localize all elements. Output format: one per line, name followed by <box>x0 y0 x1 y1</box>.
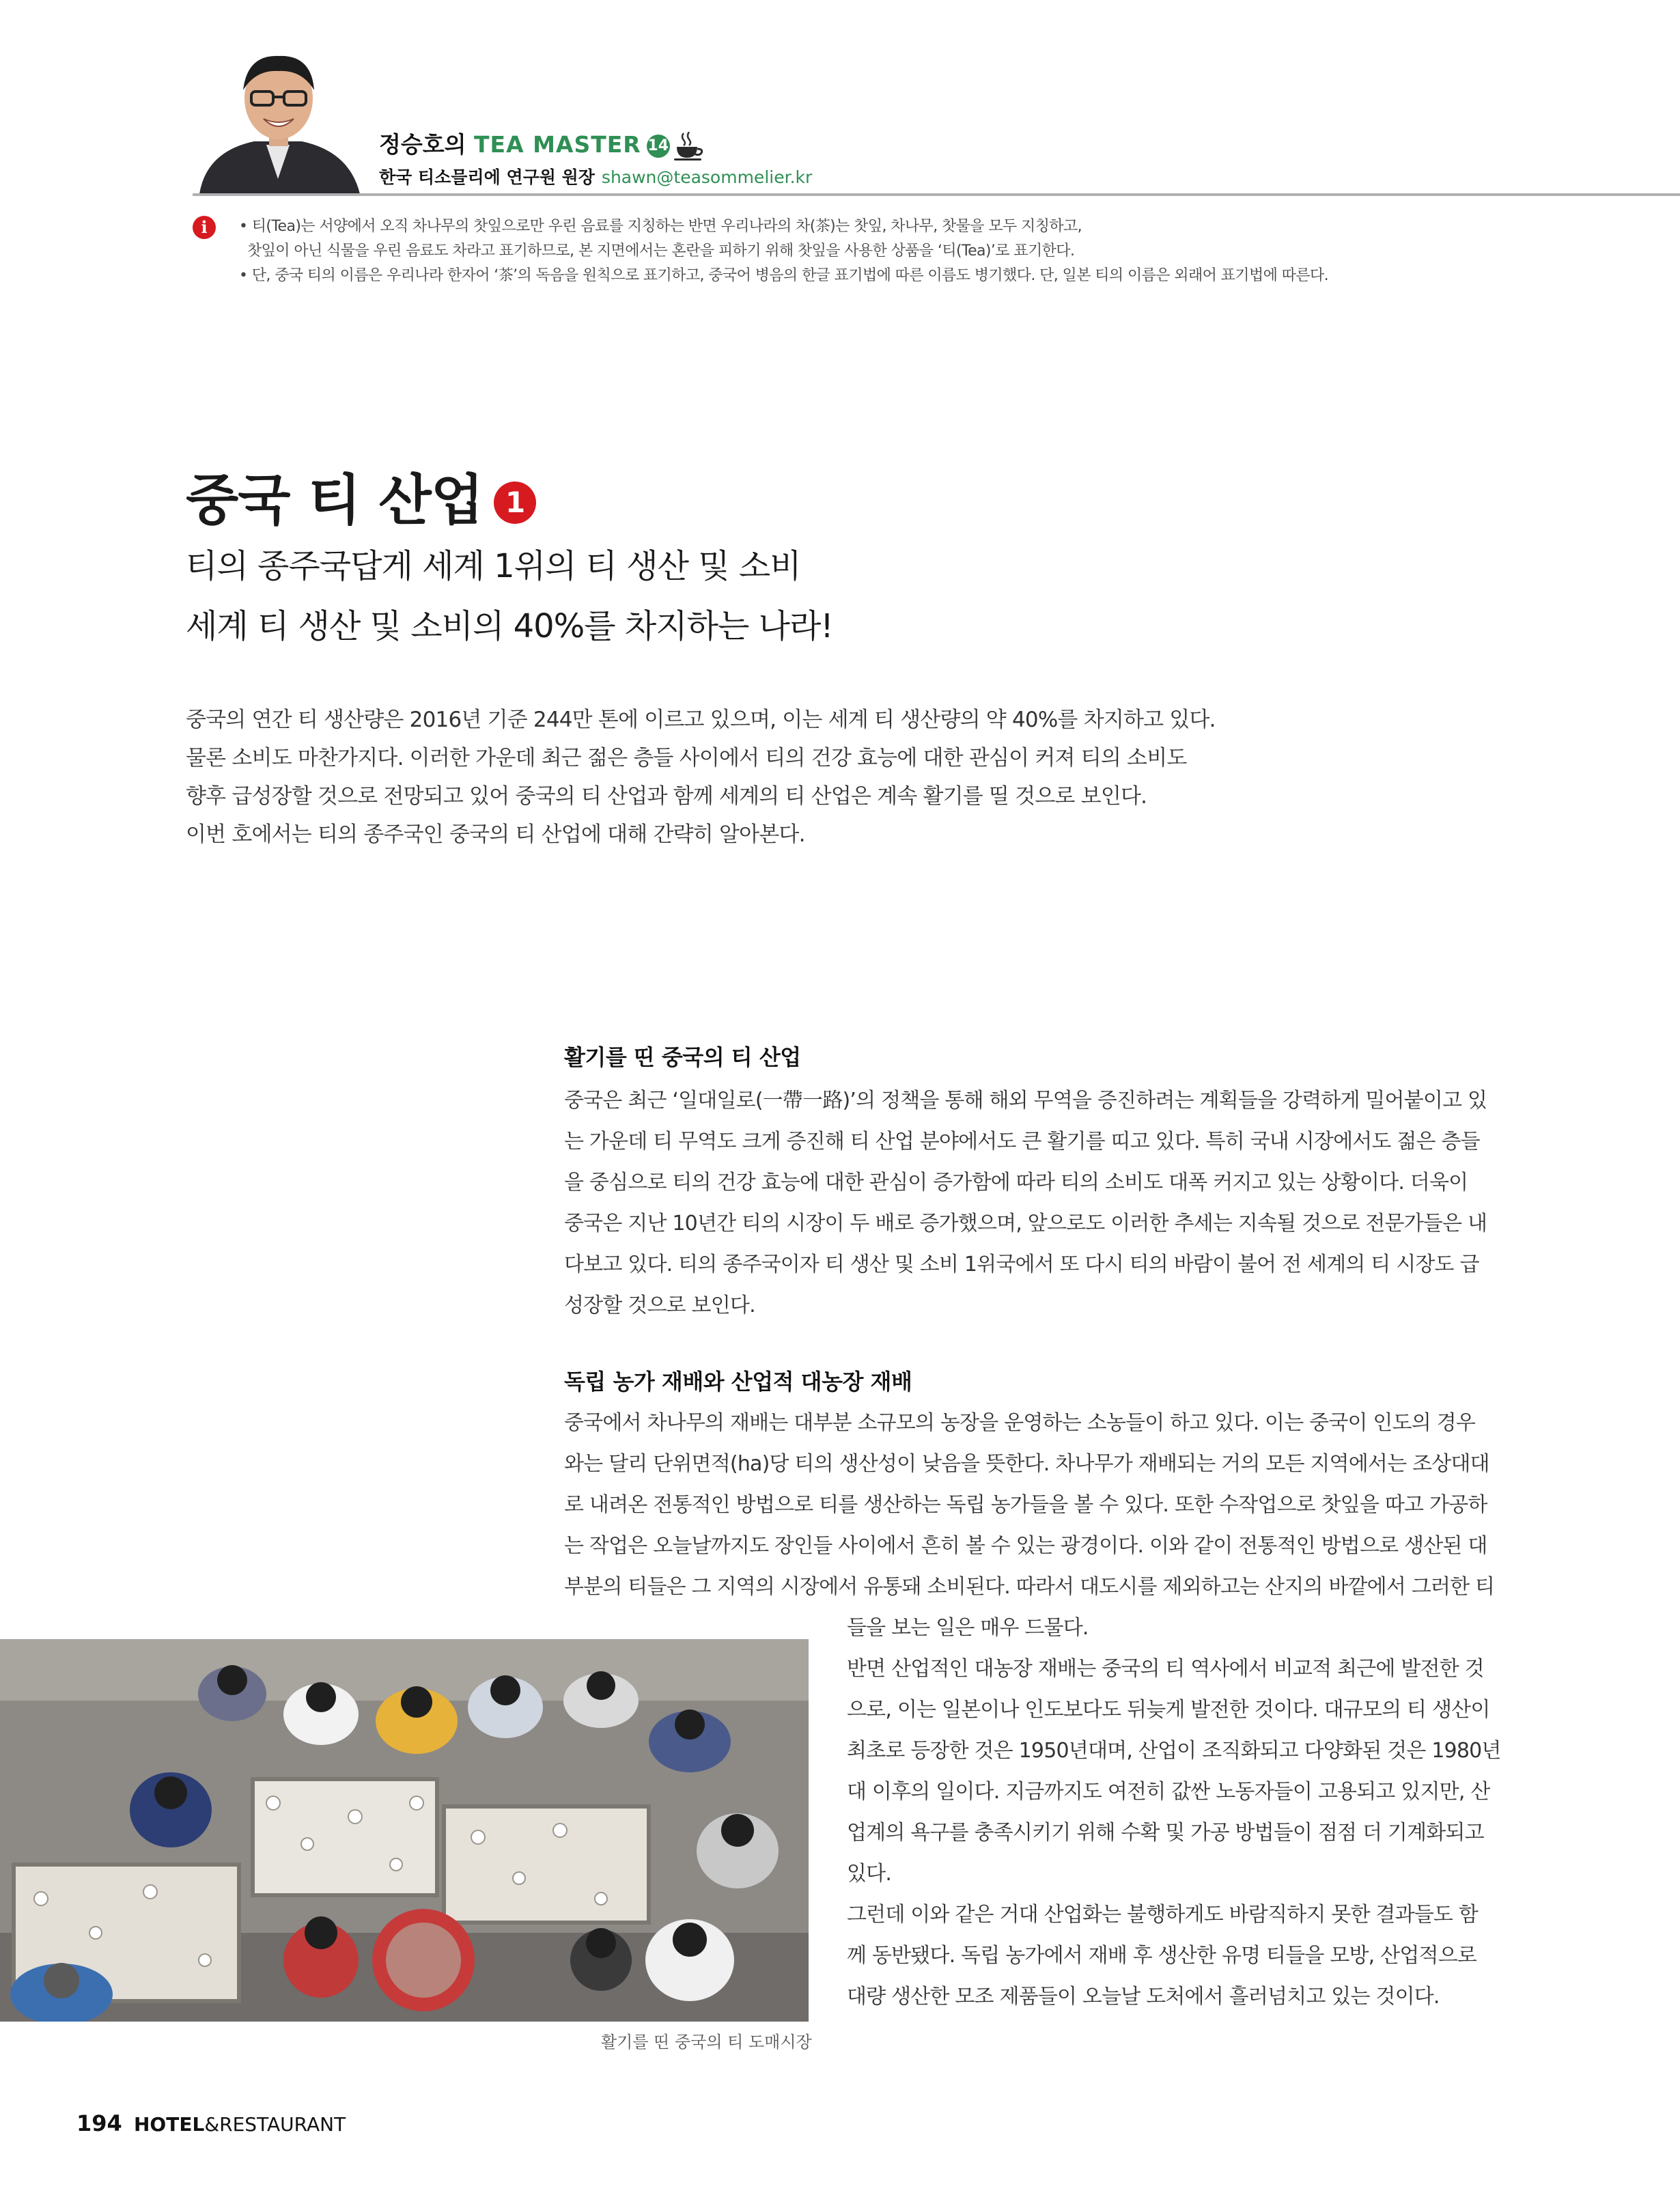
body-line: 최초로 등장한 것은 1950년대며, 산업이 조직화되고 다양화된 것은 1980년 <box>847 1739 1501 1763</box>
article-title <box>186 456 536 535</box>
body-line: 성장할 것으로 보인다. <box>564 1294 755 1317</box>
intro-line: 중국의 연간 티 생산량은 2016년 기준 244만 톤에 이르고 있으며, 이는 세계 티 생산량의 약 40%를 차지하고 있다. <box>186 708 1216 732</box>
column-series-title <box>379 127 704 160</box>
body-line: 는 가운데 티 무역도 크게 증진해 티 산업 분야에서도 큰 활기를 띠고 있다. 특히 국내 시장에서도 젊은 층들 <box>564 1130 1480 1154</box>
body-line: 중국에서 차나무의 재배는 대부분 소규모의 농장을 운영하는 소농들이 하고 있다. 이는 중국이 인도의 경우 <box>564 1411 1476 1435</box>
magazine-name-bold: HOTEL <box>134 2113 205 2136</box>
tea-market-photo <box>0 1639 809 2022</box>
body-line: 반면 산업적인 대농장 재배는 중국의 티 역사에서 비교적 최근에 발전한 것 <box>847 1657 1484 1681</box>
body-line: 들을 보는 일은 매우 드물다. <box>847 1616 1089 1640</box>
series-number-badge: 14 <box>647 135 670 158</box>
article-subtitle: 티의 종주국답게 세계 1위의 티 생산 및 소비 <box>186 547 801 585</box>
author-portrait <box>193 42 363 194</box>
body-line: 중국은 지난 10년간 티의 시장이 두 배로 증가했으며, 앞으로도 이러한 추세는 지속될 것으로 전문가들은 내 <box>564 1212 1487 1235</box>
intro-line: 이번 호에서는 티의 종주국인 중국의 티 산업에 대해 간략히 알아본다. <box>186 822 805 847</box>
body-line: 께 동반됐다. 독립 농가에서 재배 후 생산한 유명 티들을 모방, 산업적으로 <box>847 1944 1477 1968</box>
title-number-badge: 1 <box>494 481 536 524</box>
author-role: 한국 티소믈리에 연구원 원장 <box>379 167 595 187</box>
body-line: 대 이후의 일이다. 지금까지도 여전히 값싼 노동자들이 고용되고 있지만, 산 <box>847 1780 1490 1804</box>
body-line: 있다. <box>847 1862 892 1886</box>
body-line: 와는 달리 단위면적(ha)당 티의 생산성이 낮음을 뜻한다. 차나무가 재배되는 거의 모든 지역에서는 조상대대 <box>564 1452 1489 1476</box>
body-line: 업계의 욕구를 충족시키기 위해 수확 및 가공 방법들이 점점 더 기계화되고 <box>847 1821 1484 1845</box>
body-line: 대량 생산한 모조 제품들이 오늘날 도처에서 흘러넘치고 있는 것이다. <box>847 1985 1440 2009</box>
body-line: 부분의 티들은 그 지역의 시장에서 유통돼 소비된다. 따라서 대도시를 제외하고는 산지의 바깥에서 그러한 티 <box>564 1575 1495 1599</box>
body-line: 로 내려온 전통적인 방법으로 티를 생산하는 독립 농가들을 볼 수 있다. 또한 수작업으로 찻잎을 따고 가공하 <box>564 1493 1487 1517</box>
article-subtitle: 세계 티 생산 및 소비의 40%를 차지하는 나라! <box>186 607 833 645</box>
intro-line: 향후 급성장할 것으로 전망되고 있어 중국의 티 산업과 함께 세계의 티 산업은 계속 활기를 띨 것으로 보인다. <box>186 784 1147 809</box>
notice-line: • 티(Tea)는 서양에서 오직 차나무의 찻잎으로만 우린 음료를 지칭하는 반면 우리나라의 차(茶)는 찻잎, 차나무, 찻물을 모두 지칭하고, <box>239 218 1082 235</box>
notice-line: 찻잎이 아닌 식물을 우린 음료도 차라고 표기하므로, 본 지면에서는 혼란을 피하기 위해 찻잎을 사용한 상품을 ‘티(Tea)’로 표기한다. <box>247 242 1075 260</box>
body-line: 으로, 이는 일본이나 인도보다도 뒤늦게 발전한 것이다. 대규모의 티 생산이 <box>847 1698 1490 1722</box>
photo-caption: 활기를 띤 중국의 티 도매시장 <box>601 2033 812 2052</box>
article-title-text: 중국 티 산업 <box>186 469 484 532</box>
section-heading: 활기를 띤 중국의 티 산업 <box>564 1044 801 1070</box>
author-email[interactable]: shawn@teasommelier.kr <box>601 167 813 187</box>
notice-line: • 단, 중국 티의 이름은 우리나라 한자어 ‘茶’의 독음을 원칙으로 표기하고, 중국어 병음의 한글 표기법에 따른 이름도 병기했다. 단, 일본 티의 이름은 외래어 표기법에 따른다. <box>239 267 1329 284</box>
header-divider <box>193 193 1680 196</box>
body-line: 중국은 최근 ‘일대일로(一帶一路)’의 정책을 통해 해외 무역을 증진하려는 계획들을 강력하게 밀어붙이고 있 <box>564 1089 1487 1113</box>
info-icon: i <box>193 216 216 239</box>
intro-line: 물론 소비도 마찬가지다. 이러한 가운데 최근 젊은 층들 사이에서 티의 건강 효능에 대한 관심이 커져 티의 소비도 <box>186 746 1187 770</box>
tea-cup-icon <box>674 132 704 160</box>
magazine-name <box>134 2113 346 2136</box>
author-byline <box>379 164 812 189</box>
body-line: 을 중심으로 티의 건강 효능에 대한 관심이 증가함에 따라 티의 소비도 대폭 커지고 있는 상황이다. 더욱이 <box>564 1171 1468 1195</box>
body-line: 다보고 있다. 티의 종주국이자 티 생산 및 소비 1위국에서 또 다시 티의 바람이 불어 전 세계의 티 시장도 급 <box>564 1253 1479 1276</box>
section-heading: 독립 농가 재배와 산업적 대농장 재배 <box>564 1369 912 1395</box>
author-name: 정승호의 <box>379 131 466 158</box>
body-line: 그런데 이와 같은 거대 산업화는 불행하게도 바람직하지 못한 결과들도 함 <box>847 1903 1479 1927</box>
body-line: 는 작업은 오늘날까지도 장인들 사이에서 흔히 볼 수 있는 광경이다. 이와 같이 전통적인 방법으로 생산된 대 <box>564 1534 1487 1558</box>
page-number: 194 <box>76 2110 122 2136</box>
series-name: TEA MASTER <box>474 131 641 158</box>
magazine-name-rest: &RESTAURANT <box>204 2113 346 2136</box>
